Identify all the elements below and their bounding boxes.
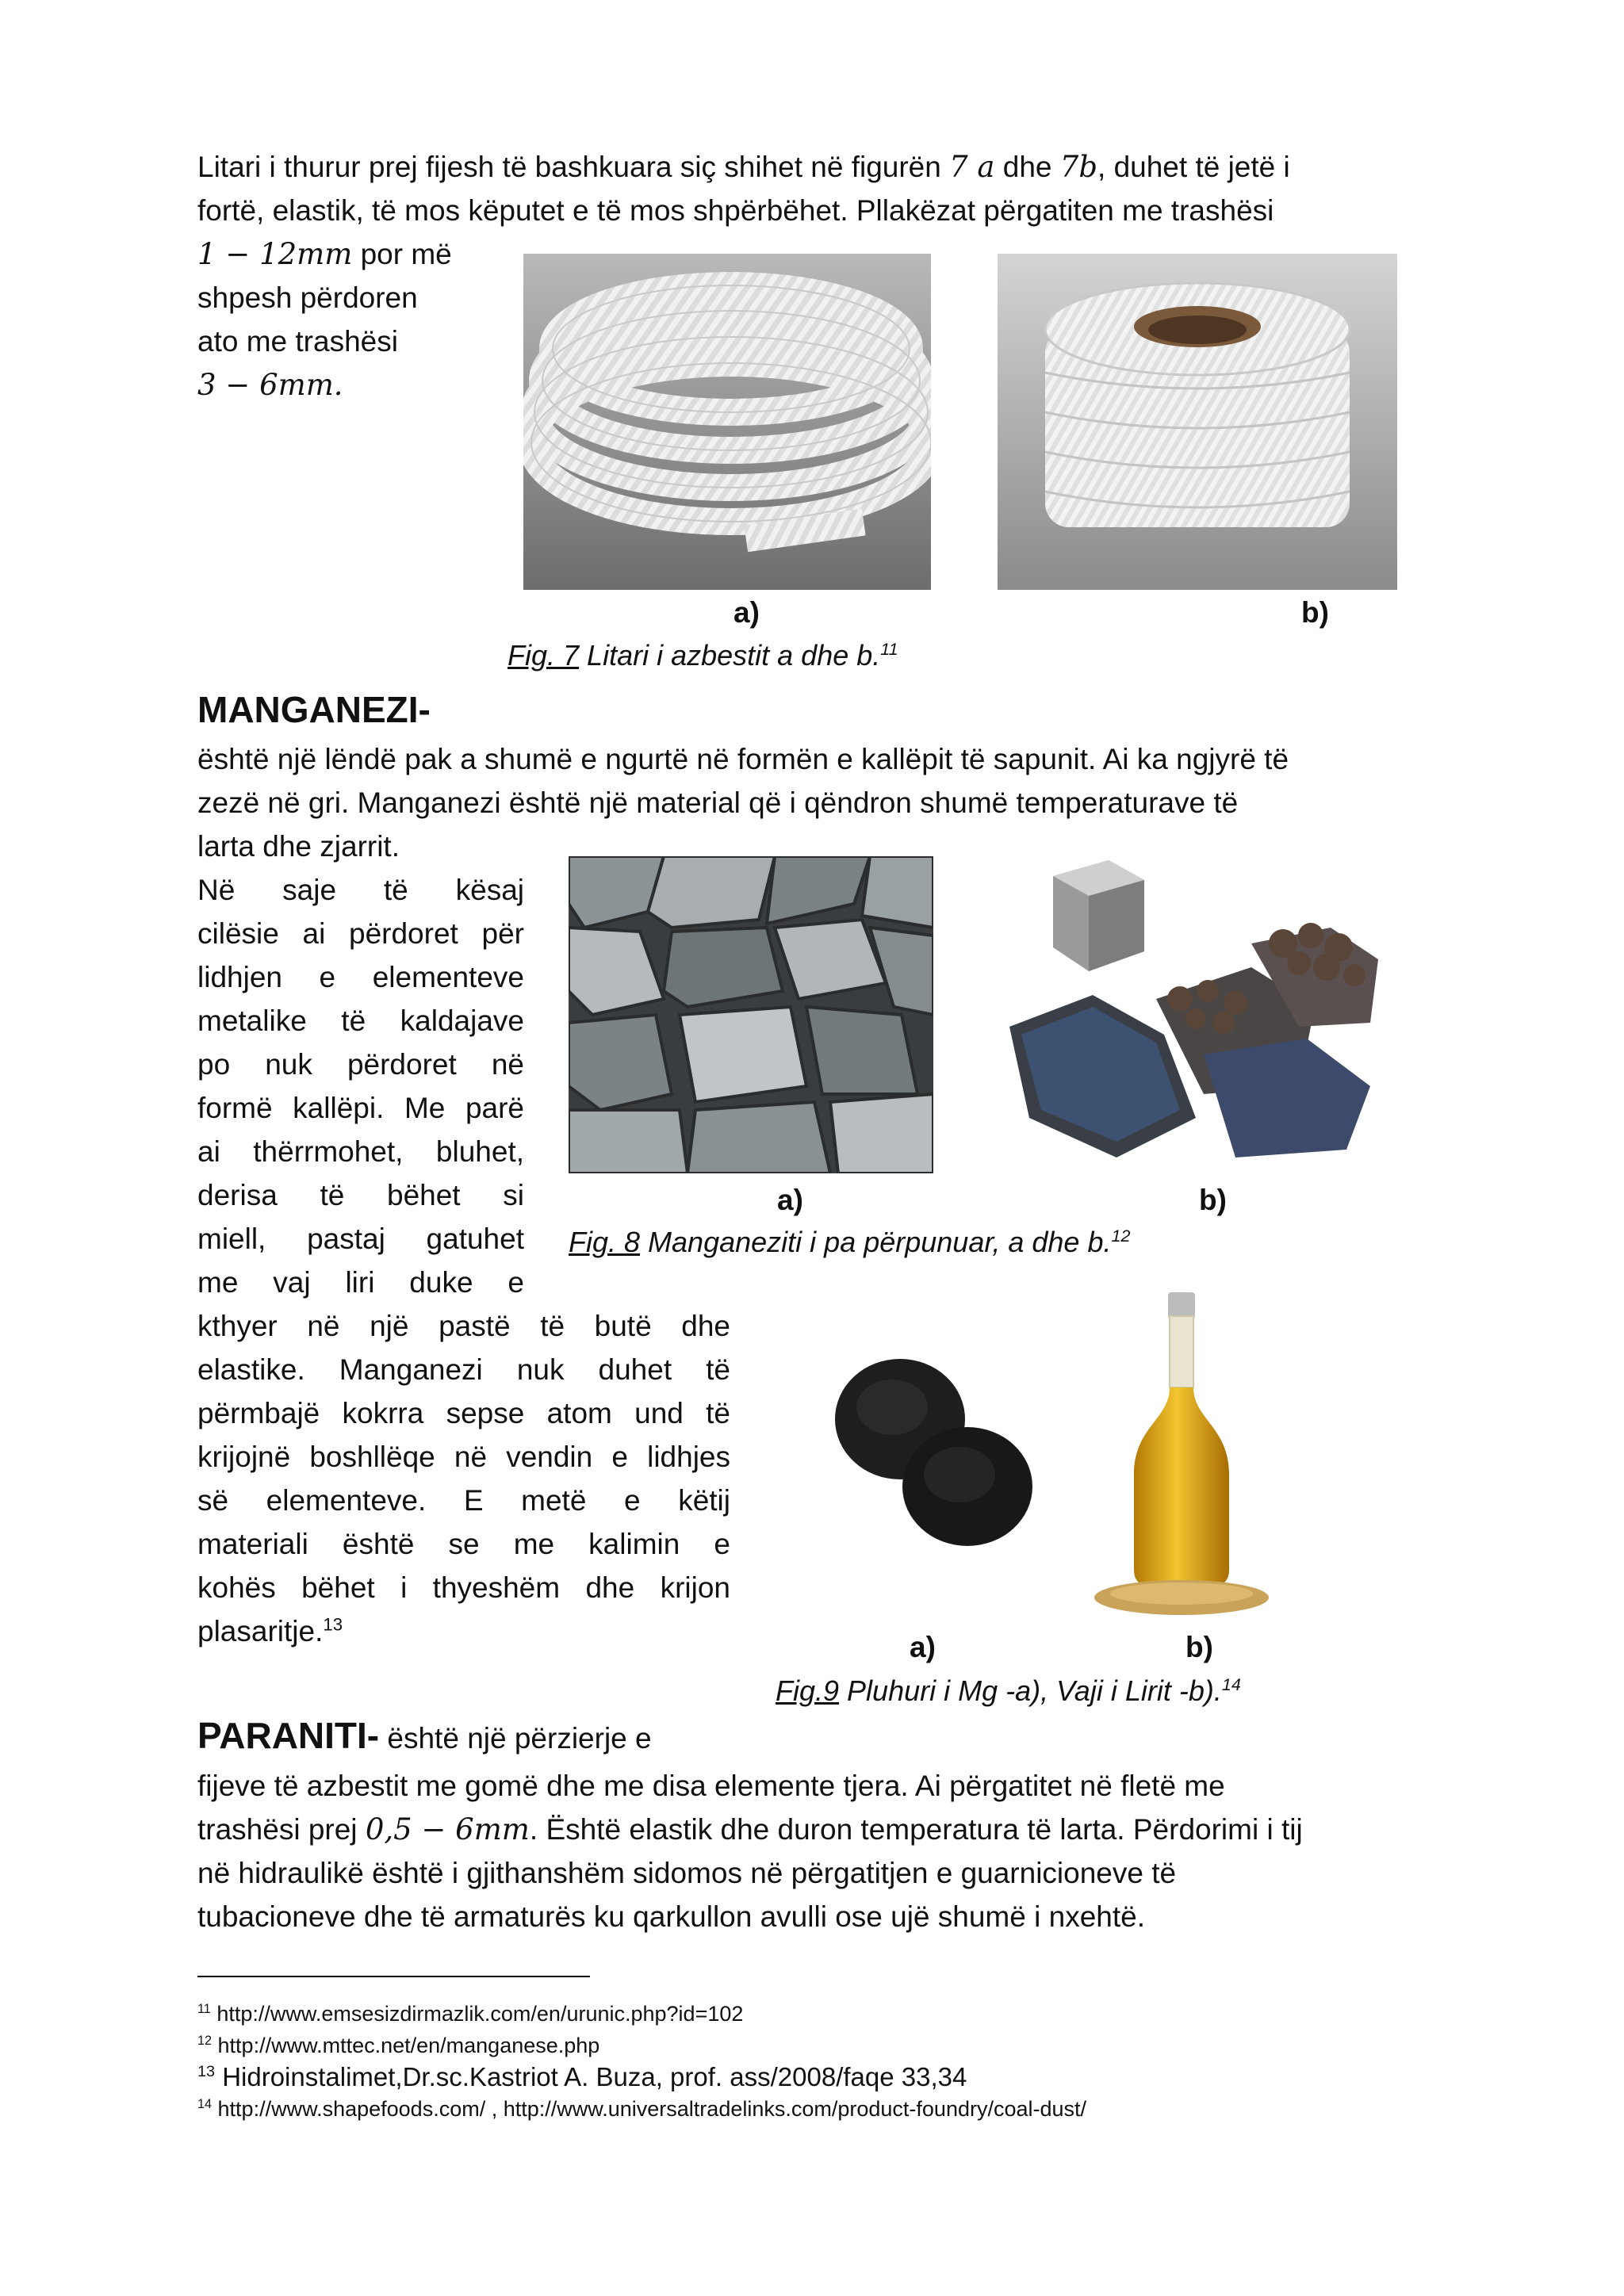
fig7b-asbestos-rope-roll-photo bbox=[998, 254, 1397, 590]
intro-side-text: 1 − 12mm por më shpesh përdoren ato me trashësi 3 − 6mm. bbox=[197, 237, 452, 402]
manganezi-narrow-text: Në saje të kësaj cilësie ai përdoret për lidhjen e elementeve metalike të kaldajave po nuk përdoret në formë kallëpi. Me parë ai thërrmohet, bluhet, derisa të bëhet si miell, pastaj gatuhet me vaj liri duke e bbox=[197, 874, 524, 1299]
fig9b-linseed-oil-bottle-photo bbox=[1090, 1292, 1273, 1617]
fig7-caption: Fig. 7 Litari i azbestit a dhe b.$^{11}$ bbox=[508, 639, 898, 672]
footnotes bbox=[197, 1998, 1086, 2125]
paraniti-heading: PARANITI- bbox=[197, 1715, 380, 1756]
fig9-label-b: b) bbox=[1185, 1631, 1213, 1663]
manganezi-intro: është një lëndë pak a shumë e ngurtë në formën e kallëpit të sapunit. Ai ka ngjyrë të zezë në gri. Manganezi është një material që i qëndron shumë temperaturave të larta dhe zjarrit. bbox=[197, 743, 1289, 863]
intro-paragraph bbox=[197, 145, 1419, 232]
fig8-label-b: b) bbox=[1199, 1184, 1227, 1216]
footnote-13: $^{13}$ Hidroinstalimet,Dr.sc.Kastriot A. Buza, prof. ass/2008/faqe 33,34 bbox=[197, 2062, 967, 2091]
fig8-label-a: a) bbox=[777, 1184, 803, 1216]
footnote-14: $^{14}$ http://www.shapefoods.com/ , http://www.universaltradelinks.com/product-foundry/coal-dust/ bbox=[197, 2097, 1087, 2121]
fig7-label-a: a) bbox=[733, 596, 760, 629]
fig7-label-b: b) bbox=[1301, 596, 1329, 629]
fig9a-manganese-powder-photo bbox=[825, 1332, 1039, 1562]
fig8b-manganese-ore-photo bbox=[998, 856, 1402, 1173]
footnote-11: $^{11}$ http://www.emsesizdirmazlik.com/en/urunic.php?id=102 bbox=[197, 2002, 744, 2026]
fig7a-asbestos-rope-photo bbox=[523, 254, 931, 590]
manganezi-mid-text: kthyer në një pastë të butë dhe elastike. Manganezi nuk duhet të përmbajë kokrra sepse atom und të krijojnë boshllëqe në vendin e lidhjes së elementeve. E metë e këtij materiali është se me kalimin e kohës bëhet i thyeshëm dhe krijon plasaritje.$^{13}$ bbox=[197, 1310, 730, 1647]
footnote-divider bbox=[197, 1976, 590, 1977]
paraniti-heading-line: PARANITI- është një përzierje e bbox=[197, 1715, 652, 1756]
intro-line-1: Litari i thurur prej fijesh të bashkuara siç shihet në figurën 7 a dhe 7b, duhet të jetë i bbox=[197, 150, 1290, 184]
paraniti-paragraph: fijeve të azbestit me gomë dhe me disa elemente tjera. Ai përgatitet në fletë me trashësi prej 0,5 − 6mm. Është elastik dhe duron temperatura të larta. Përdorimi i tij në hidraulikë është i gjithanshëm sidomos në përgatitjen e guarnicioneve të tubacioneve dhe të armaturës ku qarkullon avulli ose ujë shumë i nxehtë. bbox=[197, 1770, 1303, 1933]
manganezi-heading: MANGANEZI- bbox=[197, 689, 431, 730]
fig8a-manganese-stones-photo bbox=[569, 856, 933, 1173]
fig8-caption: Fig. 8 Manganeziti i pa përpunuar, a dhe b.$^{12}$ bbox=[569, 1226, 1131, 1258]
intro-line-2: fortë, elastik, të mos këputet e të mos shpërbëhet. Pllakëzat përgatiten me trashësi bbox=[197, 194, 1274, 227]
fig9-label-a: a) bbox=[910, 1631, 936, 1663]
footnote-12: $^{12}$ http://www.mttec.net/en/manganese.php bbox=[197, 2034, 600, 2057]
fig9-caption: Fig.9 Pluhuri i Mg -a), Vaji i Lirit -b).$^{14}$ bbox=[776, 1674, 1241, 1707]
